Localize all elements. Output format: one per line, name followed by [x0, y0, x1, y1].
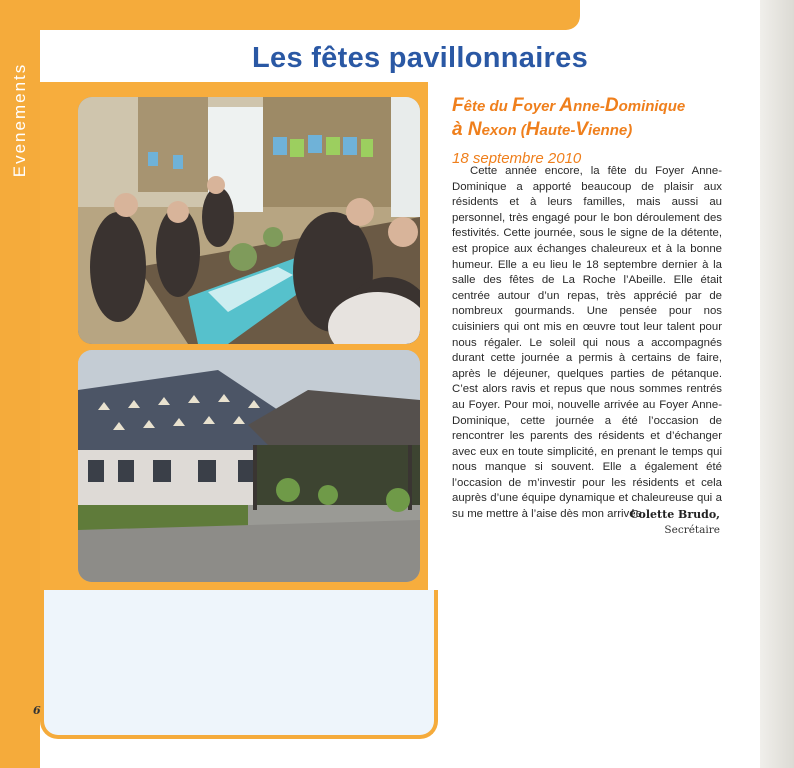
section-label: Evenements — [10, 62, 29, 178]
article-title — [452, 94, 752, 142]
section-label-container — [0, 40, 40, 200]
article-date: 18 septembre 2010 — [452, 150, 582, 167]
page-fold — [760, 0, 794, 768]
author-role: Secrétaire — [664, 524, 720, 536]
building-photo-illustration — [78, 350, 420, 582]
party-photo-illustration — [78, 97, 420, 344]
page-number: 6 — [33, 704, 41, 717]
building-photo — [78, 350, 420, 582]
article-body: Cette année encore, la fête du Foyer Anne-Dominique a apporté beaucoup de plaisir aux résidents et à leurs familles, mais aussi au personnel, très engagé pour le bon déroulement des festivités. Cette journée, sous le signe de la détente, est propice aux échanges chaleureux et à la bonne humeur. Elle a eu lieu le 18 septembre dernier à la salle des fêtes de La Roche l’Abeille. Elle était centrée autour d’un repas, très apprécié par de nombreux gourmands. Une pensée pour nos cuisiniers qui ont mis en œuvre tout leur talent pour nous régaler. Le soleil qui nous a accompagnés durant cette journée a permis à certains de faire, après le déjeuner, quelques parties de pétanque. C’est alors ravis et repus que nous sommes rentrés au Foyer. Pour moi, nouvelle arrivée au Foyer Anne-Dominique, cette journée a été l’occasion de rencontrer les parents des résidents et d’échanger avec eux en toute simplicité, en prenant le temps qui nous manque si souvent. Elle a également été l’occasion de m’investir pour les résidents et cela auprès d’une équipe dynamique et chaleureuse qui a su me mettre à l’aise dès mon arrivée. — [452, 165, 722, 521]
article-title-line2: à Nexon (Haute-Vienne) — [452, 119, 633, 140]
author-signature: Colette Brudo, — [629, 508, 720, 521]
page-title: Les fêtes pavillonnaires — [252, 42, 588, 74]
empty-caption-box — [40, 590, 438, 739]
article-title-line1: Fête du Foyer Anne-Dominique — [452, 95, 686, 116]
party-photo — [78, 97, 420, 344]
top-orange-band — [40, 0, 580, 30]
